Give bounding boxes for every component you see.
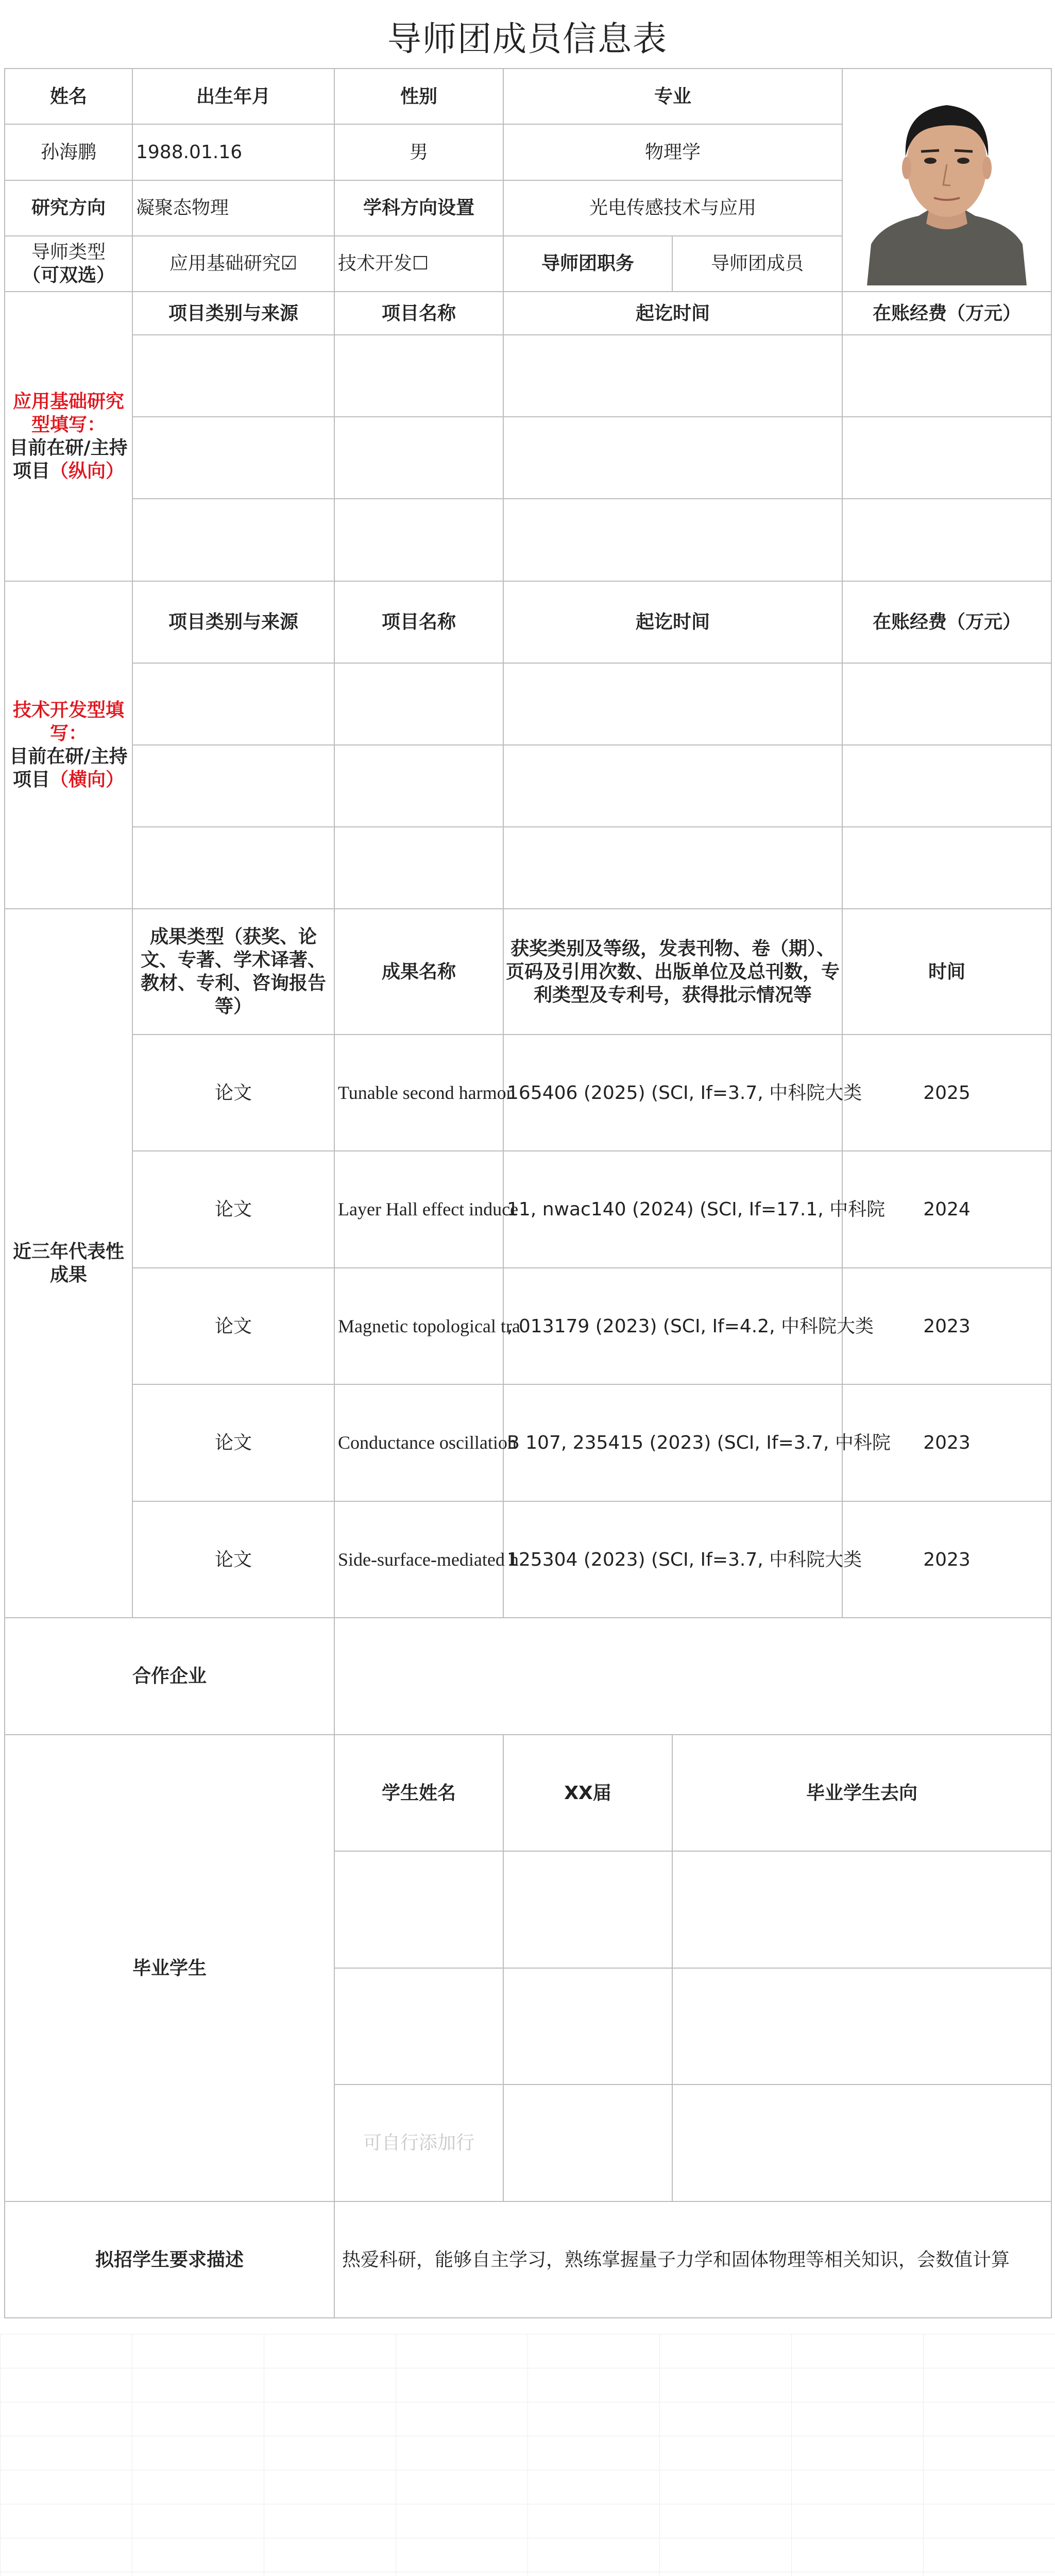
achievement-detail: 165406 (2025) (SCI, If=3.7, 中科院大类 [503,1035,842,1151]
achievement-row [5,1268,1051,1384]
basic-research-header-period: 起讫时间 [503,292,842,335]
achievements-header-name: 成果名称 [334,909,503,1035]
tech-dev-label-red: 技术开发型填写： [12,700,124,744]
achievement-name: Layer Hall effect induce [334,1151,503,1268]
achievement-detail: B 107, 235415 (2023) (SCI, If=3.7, 中科院 [503,1384,842,1501]
achievement-year: 2025 [842,1035,1051,1151]
basic-research-row [5,499,1051,581]
basic-research-row [5,417,1051,499]
achievement-type: 论文 [132,1035,334,1151]
achievement-type: 论文 [132,1151,334,1268]
role-value: 导师团成员 [672,236,842,292]
tech-dev-header-funds: 在账经费（万元） [842,581,1051,663]
gender-label: 性别 [334,69,503,124]
achievement-name: Tunable second harmon [334,1035,503,1151]
basic-research-header-source: 项目类别与来源 [132,292,334,335]
cooperation-value[interactable] [334,1618,1051,1735]
basic-research-header-funds: 在账经费（万元） [842,292,1051,335]
tech-dev-header-source: 项目类别与来源 [132,581,334,663]
graduates-label: 毕业学生 [5,1735,334,2201]
photo-cell [842,69,1051,292]
achievements-header-detail: 获奖类别及等级，发表刊物、卷（期）、页码及引用次数、出版单位及总刊数，专利类型及专利号，获得批示情况等 [503,909,842,1035]
name-value: 孙海鹏 [5,124,132,180]
role-label: 导师团职务 [503,236,672,292]
achievement-row [5,1151,1051,1268]
tech-dev-row [5,663,1051,745]
form-title: 导师团成员信息表 [387,19,668,59]
cooperation-label: 合作企业 [5,1618,334,1735]
research-label: 研究方向 [5,180,132,236]
achievement-row [5,1501,1051,1618]
achievements-header-type: 成果类型（获奖、论文、专著、学术译著、教材、专利、咨询报告等） [132,909,334,1035]
requirements-label: 拟招学生要求描述 [5,2201,334,2318]
achievement-detail: 125304 (2023) (SCI, If=3.7, 中科院大类 [503,1501,842,1618]
major-value: 物理学 [503,124,842,180]
tech-dev-label-black: 目前在研/主持项目（横向） [9,746,128,790]
achievement-type: 论文 [132,1501,334,1618]
tech-dev-header-name: 项目名称 [334,581,503,663]
birth-value: 1988.01.16 [132,124,334,180]
major-label: 专业 [503,69,842,124]
achievement-detail: , 013179 (2023) (SCI, If=4.2, 中科院大类 [503,1268,842,1384]
basic-research-label-red: 应用基础研究型填写： [12,391,124,435]
basic-research-label-black: 目前在研/主持项目（纵向） [9,437,128,482]
tech-dev-row [5,745,1051,827]
basic-research-section-label [5,292,132,581]
empty-sheet-grid [0,2334,1055,2576]
info-table [4,68,1052,2318]
research-value: 凝聚态物理 [132,180,334,236]
portrait-photo [862,69,1032,285]
achievement-name: Side-surface-mediated h [334,1501,503,1618]
achievement-year: 2023 [842,1268,1051,1384]
basic-research-header-name: 项目名称 [334,292,503,335]
achievement-type: 论文 [132,1268,334,1384]
tech-dev-section-label [5,581,132,909]
mentor-type-label-line2: （可双选） [22,264,115,286]
gender-value: 男 [334,124,503,180]
basic-research-row [5,335,1051,417]
tech-dev-row [5,827,1051,909]
type-option-techdev[interactable]: 技术开发☐ [334,236,503,292]
achievement-type: 论文 [132,1384,334,1501]
achievement-name: Magnetic topological tra [334,1268,503,1384]
add-row-hint: 可自行添加行 [334,2084,503,2201]
achievement-year: 2023 [842,1501,1051,1618]
achievement-name: Conductance oscillation [334,1384,503,1501]
achievement-row [5,1035,1051,1151]
type-option-applied[interactable]: 应用基础研究☑ [132,236,334,292]
name-label: 姓名 [5,69,132,124]
achievement-year: 2024 [842,1151,1051,1268]
birth-label: 出生年月 [132,69,334,124]
requirements-value: 热爱科研，能够自主学习，熟练掌握量子力学和固体物理等相关知识，会数值计算 [334,2201,1051,2318]
achievement-year: 2023 [842,1384,1051,1501]
discipline-label: 学科方向设置 [334,180,503,236]
achievements-header-time: 时间 [842,909,1051,1035]
graduates-header-class: XX届 [503,1735,672,1851]
achievements-section-label: 近三年代表性成果 [5,909,132,1618]
achievement-detail: 11, nwac140 (2024) (SCI, If=17.1, 中科院 [503,1151,842,1268]
discipline-value: 光电传感技术与应用 [503,180,842,236]
achievement-row [5,1384,1051,1501]
graduates-header-destination: 毕业学生去向 [672,1735,1051,1851]
mentor-type-label-line1: 导师类型 [31,241,106,263]
tech-dev-header-period: 起讫时间 [503,581,842,663]
graduates-header-name: 学生姓名 [334,1735,503,1851]
mentor-type-label [5,236,132,292]
